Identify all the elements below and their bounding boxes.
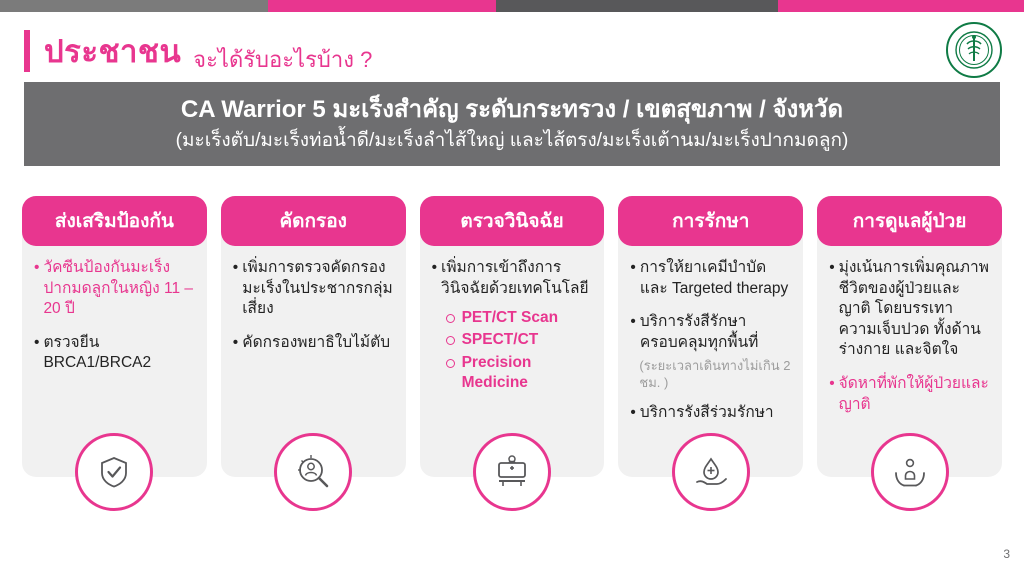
card-treatment-title: การรักษา — [618, 196, 803, 246]
topbar-segment-grey — [0, 0, 268, 12]
page-title: ประชาชน — [44, 33, 182, 69]
bullet-item — [233, 258, 394, 320]
topbar-segment-pink2 — [778, 0, 1024, 12]
patient-care-hands-icon — [871, 433, 949, 511]
bullet-item — [630, 258, 791, 299]
bullet-text: ตรวจยีน BRCA1/BRCA2 — [43, 333, 152, 372]
diagnosis-scanner-icon — [473, 433, 551, 511]
topbar-segment-pink — [268, 0, 496, 12]
bullet-dot: • — [34, 333, 40, 351]
card-prevention-title: ส่งเสริมป้องกัน — [22, 196, 207, 246]
card-treatment-body — [618, 246, 803, 424]
shield-check-icon — [75, 433, 153, 511]
bullet-item — [233, 333, 394, 354]
banner — [24, 82, 1000, 166]
bullet-dot: • — [34, 259, 40, 276]
sub-bullet-circle — [446, 359, 455, 368]
cards-row — [22, 196, 1002, 477]
bullet-item — [630, 312, 791, 353]
screening-magnifier-icon — [274, 433, 352, 511]
bullet-text: เพิ่มการเข้าถึงการวินิจฉัยด้วยเทคโนโลยี — [441, 259, 589, 297]
sub-list-item-text: PET/CT Scan — [461, 309, 559, 327]
card-diagnosis-body — [420, 246, 605, 393]
bullet-dot: • — [829, 375, 835, 393]
page-number: 3 — [1003, 547, 1010, 561]
sub-list-item — [446, 308, 593, 328]
bullet-text: บริการรังสีร่วมรักษา — [639, 404, 774, 422]
bullet-text: มุ่งเน้นการเพิ่มคุณภาพชีวิตของผู้ป่วยและญาติ โดยบรรเทาความเจ็บปวด ทั้งด้านร่างกาย และจิตใจ — [838, 259, 989, 359]
card-patient-care[interactable] — [817, 196, 1002, 477]
bullet-dot: • — [431, 259, 438, 276]
bullet-text: เพิ่มการตรวจคัดกรองมะเร็งในประชากรกลุ่มเสี่ยง — [242, 259, 393, 318]
treatment-note: (ระยะเวลาเดินทางไม่เกิน 2 ชม. ) — [639, 358, 791, 391]
sub-bullet-circle — [446, 314, 455, 323]
top-decorative-bar — [0, 0, 1024, 12]
diagnosis-technology-list — [446, 308, 593, 393]
sub-list-item-text: SPECT/CT — [461, 331, 539, 349]
ministry-of-public-health-logo — [946, 22, 1002, 78]
bullet-item — [34, 333, 195, 374]
page-subtitle: จะได้รับอะไรบ้าง ? — [193, 47, 373, 72]
card-diagnosis[interactable] — [420, 196, 605, 477]
banner-title: CA Warrior 5 มะเร็งสำคัญ ระดับกระทรวง / เขตสุขภาพ / จังหวัด — [180, 95, 844, 123]
bullet-text: บริการรังสีรักษาครอบคลุมทุกพื้นที่ — [639, 313, 759, 351]
bullet-item — [829, 258, 990, 361]
bullet-text: คัดกรองพยาธิใบไม้ตับ — [242, 333, 391, 351]
bullet-dot: • — [630, 259, 636, 276]
bullet-item — [630, 403, 791, 424]
topbar-segment-dark — [496, 0, 778, 12]
bullet-dot: • — [630, 313, 636, 331]
bullet-text: จัดหาที่พักให้ผู้ป่วยและญาติ — [838, 375, 989, 413]
card-treatment[interactable] — [618, 196, 803, 477]
card-patient-care-title: การดูแลผู้ป่วย — [817, 196, 1002, 246]
bullet-text: วัคซีนป้องกันมะเร็งปากมดลูกในหญิง 11 – 20 ปี — [43, 259, 194, 318]
sub-list-item-text: Precision Medicine — [461, 353, 532, 391]
card-patient-care-body — [817, 246, 1002, 415]
card-screening[interactable] — [221, 196, 406, 477]
sub-bullet-circle — [446, 336, 455, 345]
card-screening-body — [221, 246, 406, 353]
bullet-dot: • — [232, 259, 239, 276]
bullet-text: การให้ยาเคมีบำบัด และ Targeted therapy — [639, 259, 789, 297]
sub-list-item — [446, 330, 593, 350]
header-accent-rule — [24, 30, 30, 72]
page-header — [24, 28, 372, 74]
banner-subtitle: (มะเร็งตับ/มะเร็งท่อน้ำดี/มะเร็งลำไส้ใหญ่ และไส้ตรง/มะเร็งเต้านม/มะเร็งปากมดลูก) — [175, 129, 849, 151]
bullet-item — [34, 258, 195, 320]
card-screening-title: คัดกรอง — [221, 196, 406, 246]
bullet-item — [829, 374, 990, 415]
bullet-dot: • — [829, 259, 835, 276]
card-diagnosis-title: ตรวจวินิจฉัย — [420, 196, 605, 246]
bullet-item — [432, 258, 593, 299]
card-prevention[interactable] — [22, 196, 207, 477]
treatment-drop-hand-icon — [672, 433, 750, 511]
sub-list-item — [446, 353, 593, 393]
bullet-dot: • — [232, 333, 239, 351]
card-prevention-body — [22, 246, 207, 374]
bullet-dot: • — [630, 404, 636, 422]
